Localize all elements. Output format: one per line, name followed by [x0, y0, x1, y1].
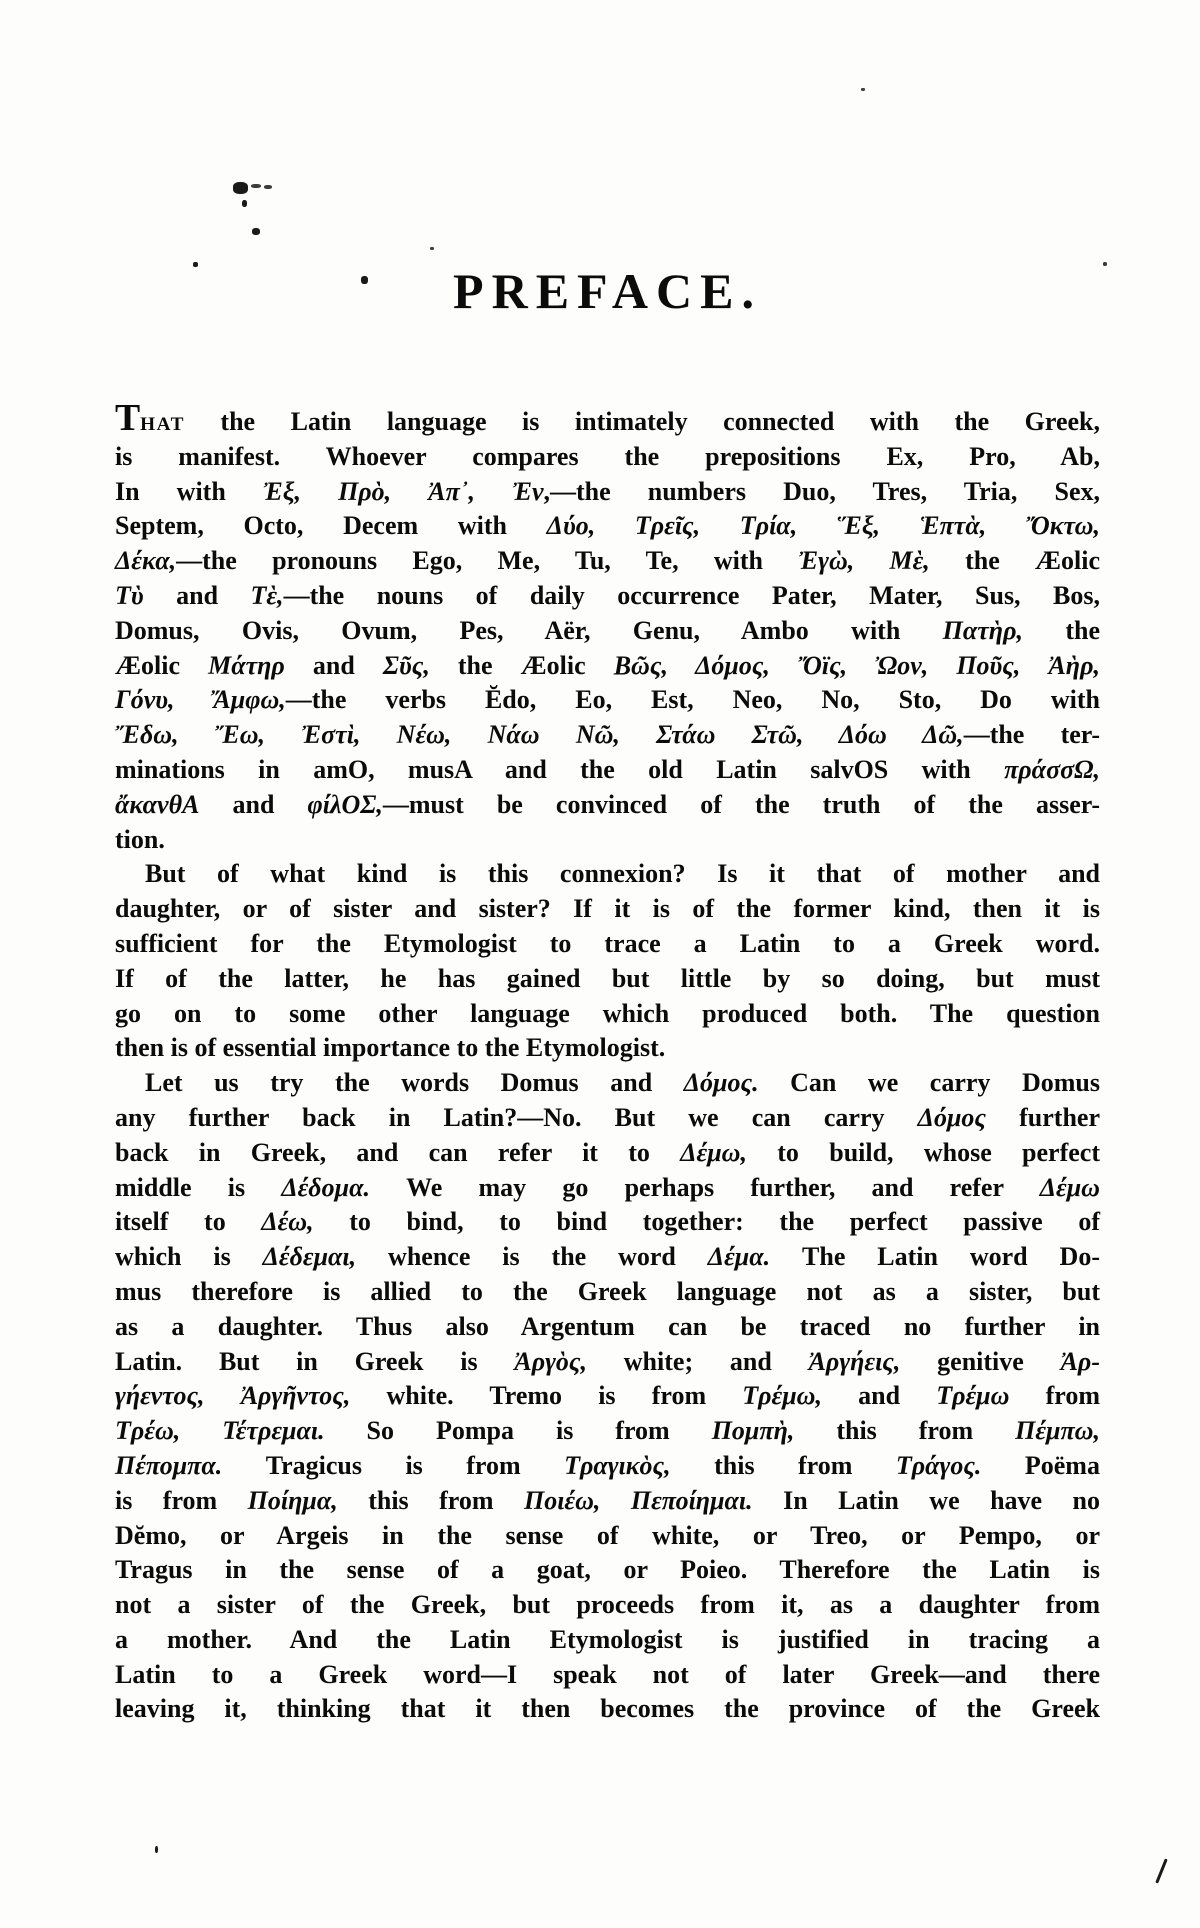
text-segment: The Latin word Do-: [770, 1242, 1100, 1272]
greek-term: Δέκα,: [115, 546, 177, 576]
text-segment: leaving it, thinking that it then becomes the province of the Greek: [115, 1694, 1100, 1724]
text-segment: to build, whose perfect: [746, 1137, 1100, 1167]
text-line: [115, 962, 1100, 997]
text-line: [115, 649, 1100, 684]
text-segment: —the ter-: [963, 720, 1101, 750]
greek-term: Ἀργήεις,: [808, 1346, 901, 1376]
text-segment: this from: [337, 1485, 524, 1515]
scan-speck: [233, 182, 248, 194]
text-line: [115, 1240, 1100, 1275]
scan-speck: [193, 262, 198, 267]
text-line: [115, 1379, 1100, 1414]
paragraph: [115, 1066, 1100, 1727]
text-segment: Dĕmo, or Argeis in the sense of white, or Treo, or Pempo, or: [115, 1520, 1100, 1550]
text-segment: itself to: [115, 1207, 262, 1237]
body-text: [115, 397, 1101, 1727]
text-line: [115, 1449, 1100, 1484]
text-segment: Let us try the words Domus and: [145, 1068, 684, 1098]
greek-term: Τραγικὸς,: [564, 1450, 671, 1480]
text-segment: Latin to a Greek word—I speak not of later Greek—and there: [115, 1659, 1100, 1689]
text-line: [115, 475, 1100, 510]
scan-speck: [251, 184, 261, 188]
text-segment: Poëma: [981, 1450, 1100, 1480]
greek-term: Δέω,: [261, 1207, 314, 1237]
text-segment: tion.: [115, 824, 165, 854]
greek-term: Δύο, Τρεῖς, Τρία, Ἕξ, Ἑπτὰ, Ὄκτω,: [546, 511, 1100, 541]
text-segment: the Æolic: [929, 546, 1101, 576]
text-segment: ,—the numbers Duo, Tres, Tria, Sex,: [543, 476, 1100, 506]
text-line: [115, 1205, 1100, 1240]
text-line: [115, 1692, 1100, 1727]
greek-term: Ἀργὸς,: [514, 1346, 588, 1376]
greek-term: Πέμπω,: [1015, 1416, 1100, 1446]
greek-term: Ἔδω, Ἔω, Ἐστὶ, Νέω, Νάω Νῶ, Στάω Στῶ, Δόω Δῶ,: [115, 720, 964, 750]
greek-term: Τὺ: [115, 580, 144, 610]
greek-term: Πέπομπα.: [115, 1450, 223, 1480]
text-segment: mus therefore is allied to the Greek language not as a sister, but: [115, 1276, 1100, 1306]
greek-term: πράσσΩ,: [1004, 754, 1100, 784]
paragraph: [115, 397, 1101, 857]
text-segment: minations in amO, musA and the old Latin salvOS with: [115, 754, 1005, 784]
text-line: [115, 509, 1100, 544]
scan-slash-mark: [1155, 1858, 1168, 1883]
text-segment: and: [199, 789, 308, 819]
greek-term: Ποιέω, Πεποίημαι.: [523, 1485, 753, 1515]
greek-term: Ἐξ, Πρὸ, Ἀπ᾽, Ἐν: [262, 476, 544, 506]
greek-term: Δέδομα.: [281, 1172, 370, 1202]
text-segment: is from: [115, 1485, 248, 1515]
text-line: [115, 544, 1100, 579]
text-line: [115, 1066, 1100, 1101]
text-segment: Domus, Ovis, Ovum, Pes, Aër, Genu, Ambo with: [115, 615, 943, 645]
text-segment: then is of essential importance to the Etymologist.: [115, 1033, 666, 1063]
greek-term: Μάτηρ: [208, 650, 285, 680]
text-segment: In with: [115, 476, 263, 506]
text-segment: sufficient for the Etymologist to trace a Latin to a Greek word.: [115, 928, 1100, 958]
text-segment: HAT: [140, 414, 185, 435]
scan-speck: [252, 228, 260, 235]
greek-term: γήεντος, Ἀργῆντος,: [115, 1381, 351, 1411]
greek-term: Τὲ,: [250, 580, 284, 610]
text-segment: to bind, to bind together: the perfect passive of: [313, 1207, 1100, 1237]
text-line: [115, 1310, 1100, 1345]
scan-speck: [361, 276, 368, 284]
text-line: [115, 927, 1100, 962]
scan-speck: [264, 185, 272, 189]
text-segment: this from: [794, 1416, 1016, 1446]
text-line: [115, 1101, 1100, 1136]
text-segment: from: [1009, 1381, 1100, 1411]
greek-term: Ποίημα,: [247, 1485, 338, 1515]
greek-term: Βῶς, Δόμος, Ὄϊς, Ὠον, Ποῦς, Ἀὴρ,: [613, 650, 1100, 680]
text-segment: whence is the word: [356, 1242, 708, 1272]
text-segment: Tragicus is from: [222, 1450, 565, 1480]
text-segment: We may go perhaps further, and refer: [369, 1172, 1040, 1202]
text-segment: genitive: [900, 1346, 1061, 1376]
text-segment: as a daughter. Thus also Argentum can be traced no further in: [115, 1311, 1100, 1341]
text-segment: go on to some other language which produced both. The question: [115, 998, 1100, 1028]
greek-term: Τράγος.: [895, 1450, 982, 1480]
page-title: PREFACE.: [453, 263, 762, 319]
text-segment: any further back in Latin?—No. But we can carry: [115, 1102, 918, 1132]
text-segment: T: [115, 397, 141, 439]
text-line: [115, 1588, 1100, 1623]
text-segment: further: [986, 1102, 1100, 1132]
text-segment: this from: [670, 1450, 896, 1480]
text-segment: the Latin language is intimately connected with the Greek,: [184, 407, 1100, 436]
text-segment: —the verbs Ĕdo, Eo, Est, Neo, No, Sto, Do with: [285, 685, 1100, 715]
greek-term: ἄκανθΑ: [115, 789, 200, 819]
text-line: [115, 753, 1100, 788]
text-segment: But of what kind is this connexion? Is it that of mother and: [145, 859, 1100, 889]
text-segment: which is: [115, 1242, 263, 1272]
text-segment: Tragus in the sense of a goat, or Poieo. Therefore the Latin is: [115, 1555, 1100, 1585]
text-segment: Latin. But in Greek is: [115, 1346, 515, 1376]
text-line: [115, 788, 1100, 823]
scan-speck: [155, 1846, 158, 1853]
text-line: [115, 1623, 1100, 1658]
text-line: [115, 683, 1100, 718]
text-segment: the: [1022, 615, 1100, 645]
paragraph: [115, 857, 1100, 1066]
greek-term: Ἐγὼ, Μὲ,: [798, 546, 930, 576]
text-segment: is manifest. Whoever compares the prepositions Ex, Pro, Ab,: [115, 441, 1100, 471]
text-segment: and: [143, 580, 251, 610]
text-segment: white. Tremo is from: [350, 1381, 743, 1411]
text-segment: not a sister of the Greek, but proceeds from it, as a daughter from: [115, 1590, 1100, 1620]
text-segment: If of the latter, he has gained but little by so doing, but must: [115, 963, 1100, 993]
text-line: [115, 614, 1100, 649]
text-line: [115, 579, 1100, 614]
greek-term: Δόμος: [917, 1102, 986, 1132]
text-segment: —the nouns of daily occurrence Pater, Mater, Sus, Bos,: [283, 580, 1101, 610]
text-line: [115, 823, 1100, 858]
greek-term: Τρέμω,: [742, 1381, 822, 1411]
text-segment: back in Greek, and can refer it to: [115, 1137, 681, 1167]
text-line: [115, 892, 1100, 927]
text-segment: So Pompa is from: [324, 1416, 712, 1446]
text-line: [115, 397, 1100, 440]
text-segment: middle is: [115, 1172, 282, 1202]
scan-speck: [861, 88, 865, 91]
text-line: [115, 1414, 1100, 1449]
greek-term: Γόνυ, Ἄμφω,: [115, 685, 286, 715]
text-line: [115, 1484, 1100, 1519]
greek-term: φίλΟΣ,: [307, 789, 383, 819]
text-line: [115, 1136, 1100, 1171]
text-segment: Septem, Octo, Decem with: [115, 511, 547, 541]
greek-term: Δέμω,: [680, 1137, 747, 1167]
greek-term: Δέδεμαι,: [262, 1242, 357, 1272]
text-line: [115, 1553, 1100, 1588]
greek-term: Τρέμω: [936, 1381, 1010, 1411]
scan-speck: [1103, 262, 1107, 266]
text-line: [115, 1658, 1100, 1693]
text-line: [115, 1345, 1100, 1380]
greek-term: Σῦς,: [382, 650, 430, 680]
text-segment: —the pronouns Ego, Me, Tu, Te, with: [176, 546, 799, 576]
text-line: [115, 1031, 1100, 1066]
text-segment: and: [821, 1381, 937, 1411]
text-line: [115, 1519, 1100, 1554]
greek-term: Δέμω: [1039, 1172, 1100, 1202]
text-segment: —must be convinced of the truth of the asser-: [382, 789, 1100, 819]
greek-term: Ἀρ-: [1060, 1346, 1100, 1376]
greek-term: Πατὴρ,: [942, 615, 1023, 645]
text-line: [115, 857, 1100, 892]
text-segment: the Æolic: [429, 650, 614, 680]
greek-term: Τρέω, Τέτρεμαι.: [115, 1416, 325, 1446]
text-line: [115, 440, 1100, 475]
scan-speck: [430, 247, 434, 250]
text-segment: daughter, or of sister and sister? If it is of the former kind, then it is: [115, 894, 1100, 924]
text-line: [115, 1171, 1100, 1206]
text-segment: a mother. And the Latin Etymologist is justified in tracing a: [115, 1624, 1100, 1654]
text-line: [115, 718, 1100, 753]
scan-speck: [242, 200, 247, 207]
greek-term: Δόμος.: [683, 1068, 759, 1098]
text-segment: Æolic: [115, 650, 209, 680]
text-line: [115, 1275, 1100, 1310]
text-segment: and: [284, 650, 383, 680]
text-segment: In Latin we have no: [752, 1485, 1101, 1515]
greek-term: Δέμα.: [707, 1242, 771, 1272]
greek-term: Πομπὴ,: [711, 1416, 795, 1446]
text-segment: white; and: [587, 1346, 809, 1376]
text-segment: Can we carry Domus: [758, 1068, 1100, 1098]
text-line: [115, 997, 1100, 1032]
